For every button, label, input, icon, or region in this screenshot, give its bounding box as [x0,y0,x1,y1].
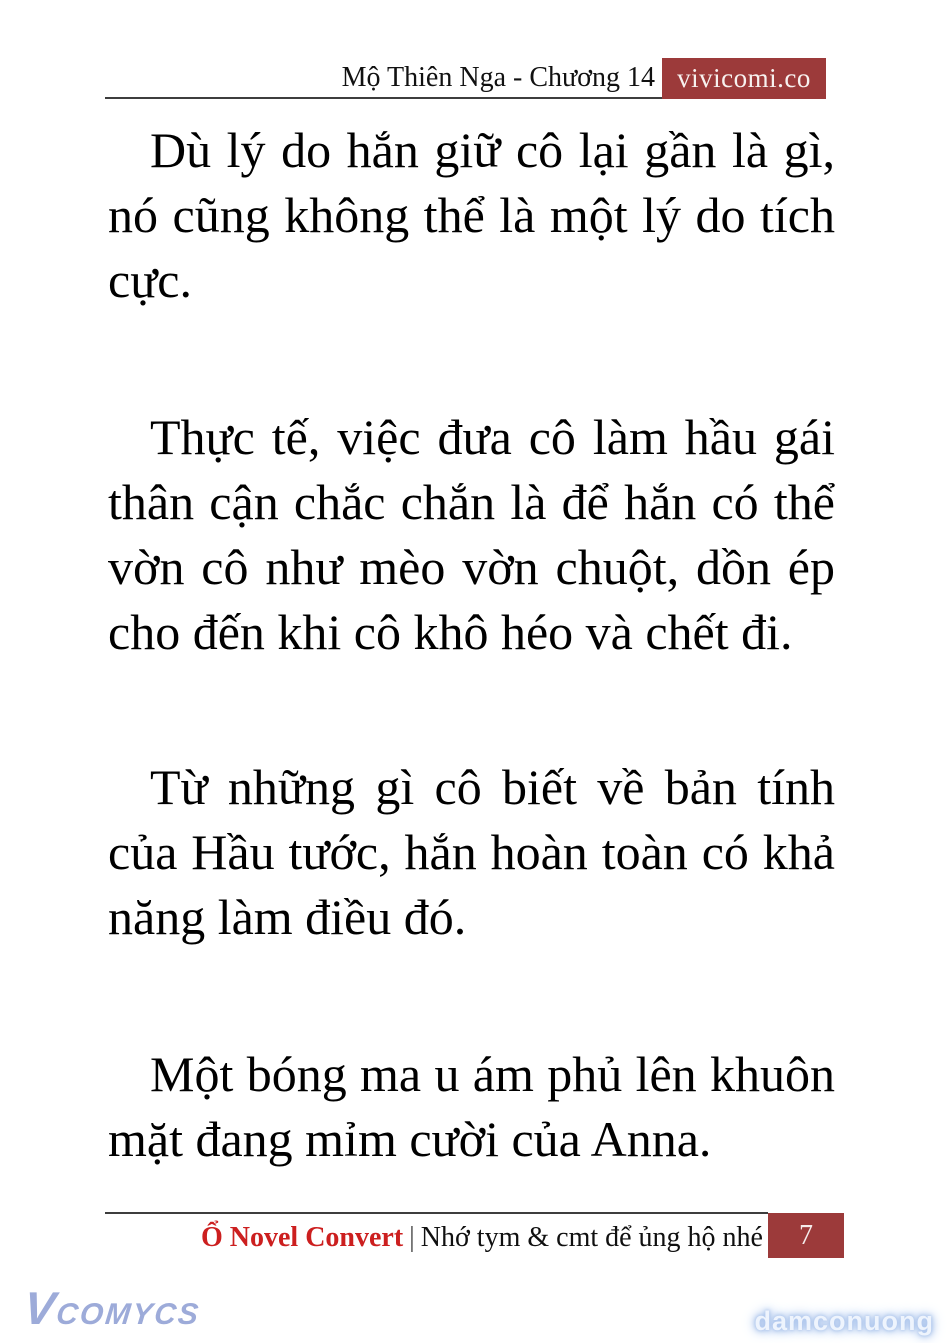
footer-credit [105,1220,763,1256]
watermark-vcomycs: VCOMYCS [21,1282,202,1334]
body-line: Thực tế, việc đưa cô làm hầu gái [150,409,835,465]
page-number: 7 [799,1219,813,1251]
footer-rule [105,1212,768,1214]
body-line: của Hầu tước, hắn hoàn toàn có khả [108,824,835,880]
support-note: Nhớ tym & cmt để ủng hộ nhé [420,1222,763,1253]
body-line: cực. [108,252,192,308]
body-line: Dù lý do hắn giữ cô lại gần là gì, [150,122,835,178]
site-badge-label: vivicomi.co [677,63,811,93]
brand-label: Ổ Novel Convert [200,1222,404,1253]
body-line: mặt đang mỉm cười của Anna. [108,1111,712,1167]
paragraph [108,118,835,313]
body-line: Một bóng ma u ám phủ lên khuôn [150,1046,835,1102]
chapter-title: Mộ Thiên Nga - Chương 14 [341,62,655,93]
body-line: nó cũng không thể là một lý do tích [108,187,835,243]
body-text [108,0,835,1200]
body-line: vờn cô như mèo vờn chuột, dồn ép [108,539,835,595]
page-number-box [768,1213,844,1258]
paragraph [108,1042,835,1172]
body-line: thân cận chắc chắn là để hắn có thể [108,474,835,530]
watermark-damconuong: damconuong [754,1306,934,1336]
body-line: năng làm điều đó. [108,889,467,945]
footer-separator: | [409,1222,415,1253]
body-line: cho đến khi cô khô héo và chết đi. [108,604,793,660]
body-line: Từ những gì cô biết về bản tính [150,759,835,815]
paragraph [108,405,835,665]
paragraph [108,755,835,950]
